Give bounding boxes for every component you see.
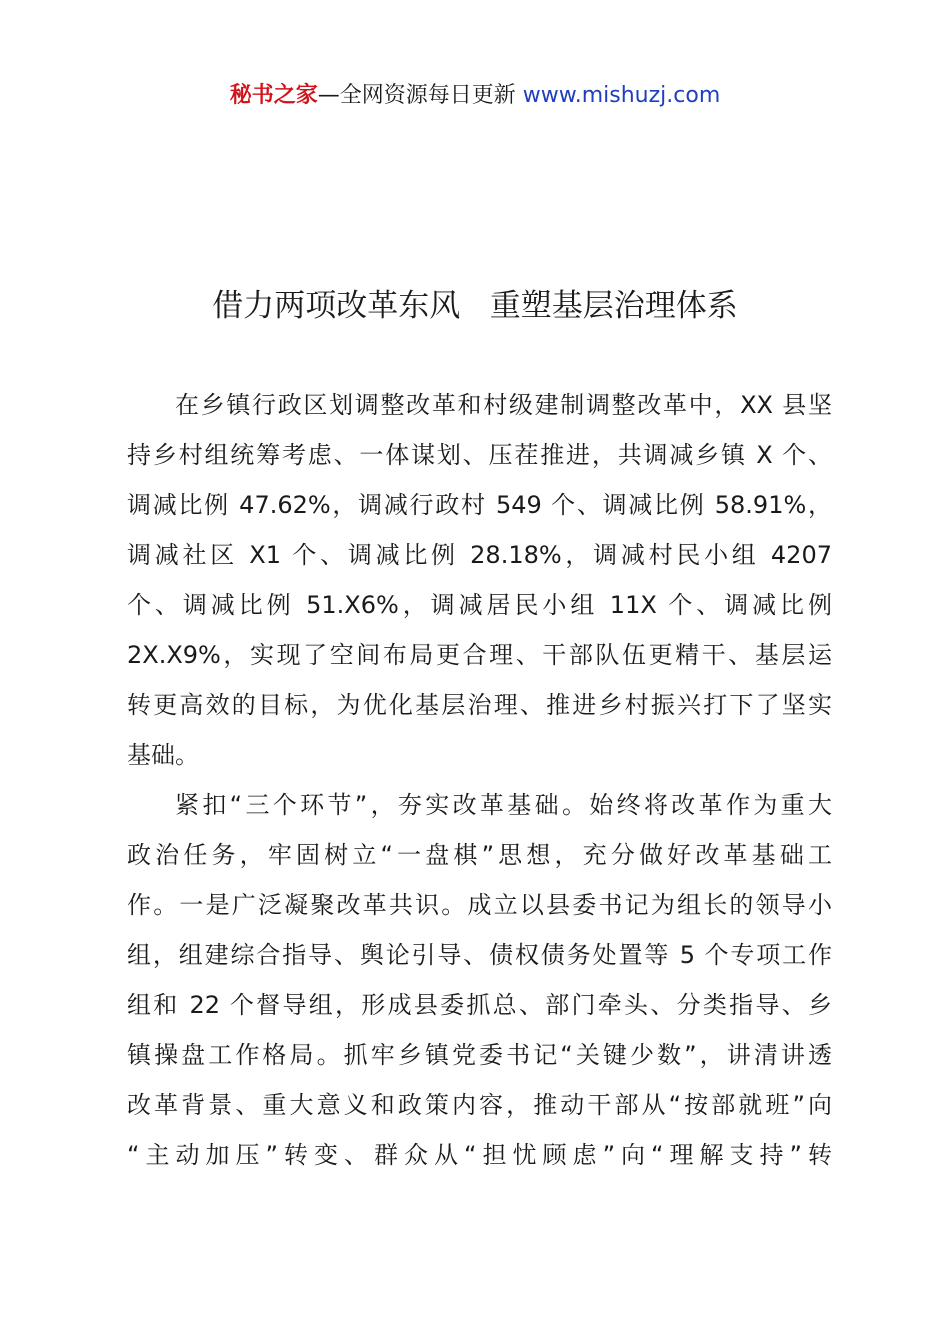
text-line: 2X.X9%，实现了空间布局更合理、干部队伍更精干、基层运 bbox=[127, 641, 832, 669]
document-body bbox=[127, 380, 832, 1180]
text-line: “主动加压”转变、群众从“担忧顾虑”向“理解支持”转 bbox=[127, 1141, 832, 1169]
text-line: 在乡镇行政区划调整改革和村级建制调整改革中，XX 县坚 bbox=[175, 391, 832, 419]
text-line: 调减社区 X1 个、调减比例 28.18%，调减村民小组 4207 bbox=[127, 541, 832, 569]
brand-name: 秘书之家 bbox=[229, 83, 318, 108]
text-line: 转更高效的目标，为优化基层治理、推进乡村振兴打下了坚实 bbox=[127, 691, 832, 719]
text-line: 组，组建综合指导、舆论引导、债权债务处置等 5 个专项工作 bbox=[127, 941, 832, 969]
text-line: 持乡村组统筹考虑、一体谋划、压茬推进，共调减乡镇 X 个、 bbox=[127, 441, 832, 469]
paragraph-1 bbox=[127, 380, 832, 780]
text-line: 政治任务，牢固树立“一盘棋”思想，充分做好改革基础工 bbox=[127, 841, 832, 869]
header-tagline: —全网资源每日更新 bbox=[317, 83, 523, 108]
text-line: 紧扣“三个环节”，夯实改革基础。始终将改革作为重大 bbox=[175, 791, 832, 819]
site-header bbox=[0, 80, 950, 112]
text-line: 作。一是广泛凝聚改革共识。成立以县委书记为组长的领导小 bbox=[127, 891, 832, 919]
site-url-link[interactable]: www.mishuzj.com bbox=[522, 83, 721, 108]
text-line: 个、调减比例 51.X6%，调减居民小组 11X 个、调减比例 bbox=[127, 591, 832, 619]
text-line: 组和 22 个督导组，形成县委抓总、部门牵头、分类指导、乡 bbox=[127, 991, 832, 1019]
text-line: 镇操盘工作格局。抓牢乡镇党委书记“关键少数”，讲清讲透 bbox=[127, 1041, 832, 1069]
paragraph-2 bbox=[127, 780, 832, 1180]
text-line: 调减比例 47.62%，调减行政村 549 个、调减比例 58.91%， bbox=[127, 491, 832, 519]
text-line: 基础。 bbox=[127, 741, 199, 769]
document-title: 借力两项改革东风 重塑基层治理体系 bbox=[212, 288, 738, 324]
text-line: 改革背景、重大意义和政策内容，推动干部从“按部就班”向 bbox=[127, 1091, 832, 1119]
